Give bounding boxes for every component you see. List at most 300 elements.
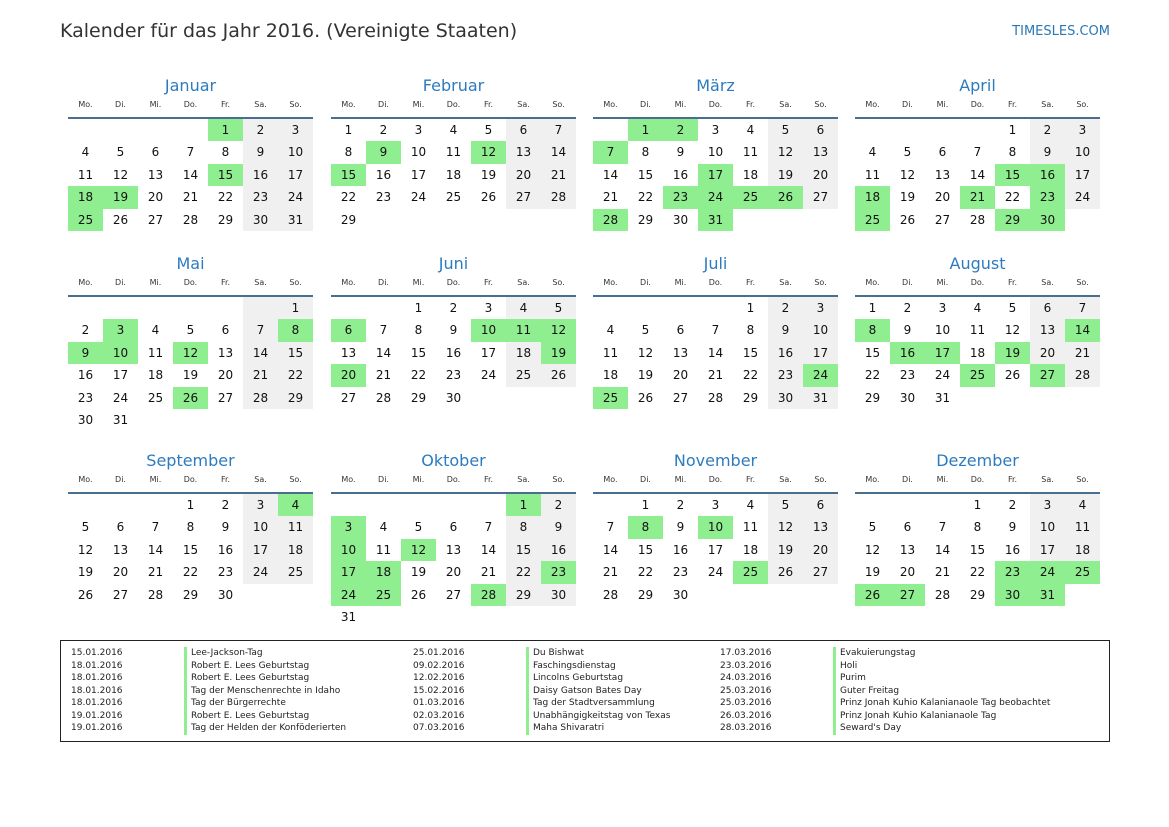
holiday-day-cell: 24 (698, 186, 733, 208)
day-cell: 1 (973, 498, 982, 512)
day-cell: 14 (934, 542, 951, 557)
day-cell: 23 (768, 364, 803, 386)
empty-cell (243, 584, 278, 606)
holiday-day-cell: 14 (1065, 319, 1100, 341)
empty-cell (243, 297, 278, 319)
holiday-day-cell: 31 (698, 209, 733, 231)
weekday-label: Sa. (1041, 278, 1054, 287)
holiday-name: Robert E. Lees Geburtstag (184, 710, 309, 723)
holiday-day-cell: 10 (698, 516, 733, 538)
day-cell: 15 (278, 342, 313, 364)
day-cell: 18 (147, 368, 164, 383)
day-cell: 30 (541, 584, 576, 606)
day-cell: 23 (375, 190, 392, 205)
day-cell: 20 (147, 190, 164, 205)
weekday-label: Di. (378, 278, 389, 287)
day-cell: 1 (746, 301, 755, 315)
day-cell: 24 (1065, 186, 1100, 208)
empty-cell (855, 119, 890, 141)
day-cell: 22 (506, 561, 541, 583)
empty-cell (173, 119, 208, 141)
day-cell: 4 (973, 301, 982, 315)
holiday-day-cell: 1 (208, 119, 243, 141)
weekday-label: Mi. (149, 475, 162, 484)
weekday-label: Di. (640, 475, 651, 484)
day-cell: 16 (1004, 542, 1021, 557)
day-cell: 21 (541, 164, 576, 186)
empty-cell (68, 297, 103, 319)
day-cell: 21 (182, 190, 199, 205)
empty-cell (768, 584, 803, 606)
brand-link[interactable]: TIMESLES.COM (1012, 24, 1110, 39)
day-cell: 12 (77, 542, 94, 557)
holiday-day-cell: 17 (925, 342, 960, 364)
day-cell: 23 (672, 565, 689, 580)
empty-cell (278, 584, 313, 606)
empty-cell (471, 209, 506, 231)
day-cell: 3 (711, 123, 720, 137)
holiday-row (413, 722, 670, 735)
holiday-day-cell: 8 (278, 319, 313, 341)
holiday-name: Prinz Jonah Kuhio Kalanianaole Tag (833, 710, 996, 723)
holiday-day-cell: 28 (471, 584, 506, 606)
weekday-label: So. (289, 278, 302, 287)
holiday-day-cell: 18 (68, 186, 103, 208)
day-cell: 5 (768, 494, 803, 516)
holiday-date: 09.02.2016 (413, 660, 465, 671)
empty-cell (855, 494, 890, 516)
empty-cell (366, 494, 401, 516)
month-8 (68, 450, 313, 606)
day-cell: 10 (934, 323, 951, 338)
day-grid (68, 119, 313, 231)
empty-cell (471, 494, 506, 516)
day-cell: 14 (602, 167, 619, 182)
holiday-date: 25.03.2016 (720, 685, 772, 696)
holiday-day-cell: 25 (1065, 561, 1100, 583)
weekday-label: Di. (115, 278, 126, 287)
day-cell: 27 (147, 212, 164, 227)
day-cell: 3 (803, 297, 838, 319)
holiday-name: Du Bishwat (526, 647, 584, 660)
empty-cell (436, 606, 471, 628)
holiday-day-cell: 19 (995, 342, 1030, 364)
month-5 (331, 253, 576, 409)
holiday-day-cell: 23 (663, 186, 698, 208)
day-cell: 17 (707, 542, 724, 557)
day-cell: 27 (445, 587, 462, 602)
holiday-name: Robert E. Lees Geburtstag (184, 672, 309, 685)
day-cell: 9 (768, 319, 803, 341)
empty-cell (208, 297, 243, 319)
day-cell: 9 (903, 323, 912, 338)
day-cell: 6 (151, 145, 160, 160)
day-cell: 26 (637, 390, 654, 405)
empty-cell (401, 209, 436, 231)
day-cell: 6 (676, 323, 685, 338)
day-cell: 29 (410, 390, 427, 405)
weekday-label: Sa. (779, 100, 792, 109)
empty-cell (401, 606, 436, 628)
weekday-label: Mo. (78, 278, 93, 287)
weekday-label: Mi. (674, 278, 687, 287)
holiday-date: 18.01.2016 (71, 673, 123, 683)
day-cell: 24 (278, 186, 313, 208)
month-7 (855, 253, 1100, 409)
day-cell: 12 (637, 345, 654, 360)
day-cell: 16 (672, 542, 689, 557)
day-cell: 2 (1008, 498, 1017, 512)
empty-cell (331, 297, 366, 319)
weekday-label: So. (552, 278, 565, 287)
day-cell: 13 (672, 345, 689, 360)
holiday-row (71, 722, 346, 735)
day-cell: 12 (768, 516, 803, 538)
day-cell: 16 (375, 167, 392, 182)
day-cell: 29 (742, 390, 759, 405)
day-cell: 14 (480, 542, 497, 557)
day-cell: 6 (903, 520, 912, 535)
holiday-date: 01.03.2016 (413, 698, 465, 708)
holiday-day-cell: 16 (890, 342, 925, 364)
holiday-row (71, 647, 346, 660)
day-cell: 21 (707, 368, 724, 383)
holiday-list (60, 640, 1110, 742)
holiday-day-cell: 1 (506, 494, 541, 516)
day-cell: 1 (641, 498, 650, 512)
day-cell: 17 (112, 368, 129, 383)
holiday-date: 26.03.2016 (720, 710, 772, 721)
month-11 (855, 450, 1100, 606)
empty-cell (541, 606, 576, 628)
weekday-label: Mo. (78, 100, 93, 109)
day-cell: 28 (969, 212, 986, 227)
holiday-day-cell: 17 (331, 561, 366, 583)
day-cell: 14 (969, 167, 986, 182)
weekday-label: Sa. (254, 475, 267, 484)
day-cell: 24 (112, 390, 129, 405)
day-cell: 29 (217, 212, 234, 227)
empty-cell (366, 297, 401, 319)
day-grid (855, 297, 1100, 409)
day-cell: 9 (676, 145, 685, 160)
day-cell: 26 (1004, 368, 1021, 383)
holiday-row (71, 710, 346, 723)
day-grid (593, 119, 838, 231)
weekday-label: Fr. (483, 278, 494, 287)
day-cell: 27 (803, 186, 838, 208)
day-cell: 6 (1030, 297, 1065, 319)
holiday-name: Daisy Gatson Bates Day (526, 685, 642, 698)
day-cell: 21 (480, 565, 497, 580)
empty-cell (278, 409, 313, 431)
holiday-day-cell: 16 (1030, 164, 1065, 186)
day-cell: 17 (278, 164, 313, 186)
holiday-day-cell: 27 (1030, 364, 1065, 386)
holiday-day-cell: 4 (278, 494, 313, 516)
weekday-label: Do. (183, 278, 198, 287)
empty-cell (698, 297, 733, 319)
empty-cell (768, 209, 803, 231)
day-cell: 7 (484, 520, 493, 535)
day-cell: 29 (637, 212, 654, 227)
empty-cell (471, 387, 506, 409)
holiday-day-cell: 24 (331, 584, 366, 606)
empty-cell (366, 209, 401, 231)
holiday-day-cell: 10 (103, 342, 138, 364)
weekday-label: Mo. (865, 100, 880, 109)
day-cell: 10 (410, 145, 427, 160)
month-name: Juli (703, 254, 728, 273)
day-cell: 11 (147, 345, 164, 360)
weekday-label: So. (814, 475, 827, 484)
empty-cell (890, 494, 925, 516)
day-cell: 21 (602, 565, 619, 580)
weekday-label: Sa. (779, 475, 792, 484)
weekday-label: Sa. (517, 278, 530, 287)
day-cell: 18 (969, 345, 986, 360)
weekday-label: Mi. (936, 100, 949, 109)
holiday-row (71, 697, 346, 710)
holiday-row (413, 647, 670, 660)
empty-cell (593, 297, 628, 319)
day-cell: 14 (243, 342, 278, 364)
holiday-day-cell: 8 (855, 319, 890, 341)
day-cell: 23 (243, 186, 278, 208)
day-cell: 18 (1065, 539, 1100, 561)
holiday-day-cell: 25 (733, 561, 768, 583)
day-cell: 11 (602, 345, 619, 360)
day-cell: 7 (243, 319, 278, 341)
holiday-row (413, 685, 670, 698)
weekday-label: Do. (183, 475, 198, 484)
day-cell: 17 (243, 539, 278, 561)
day-cell: 13 (340, 345, 357, 360)
month-name: Dezember (936, 451, 1019, 470)
weekday-header (593, 99, 838, 113)
day-cell: 5 (484, 123, 493, 137)
empty-cell (173, 297, 208, 319)
day-cell: 6 (449, 520, 458, 535)
day-cell: 24 (707, 565, 724, 580)
holiday-day-cell: 10 (471, 319, 506, 341)
holiday-day-cell: 17 (698, 164, 733, 186)
day-cell: 22 (278, 364, 313, 386)
day-cell: 6 (506, 119, 541, 141)
holiday-row (413, 710, 670, 723)
day-cell: 11 (742, 145, 759, 160)
day-cell: 30 (217, 587, 234, 602)
day-cell: 22 (1004, 190, 1021, 205)
day-cell: 5 (186, 323, 195, 338)
day-cell: 4 (868, 145, 877, 160)
day-cell: 1 (344, 123, 353, 137)
empty-cell (593, 494, 628, 516)
day-cell: 7 (379, 323, 388, 338)
weekday-header (855, 99, 1100, 113)
day-cell: 5 (868, 520, 877, 535)
weekday-label: Mo. (341, 475, 356, 484)
day-cell: 28 (934, 587, 951, 602)
day-cell: 29 (182, 587, 199, 602)
holiday-name: Robert E. Lees Geburtstag (184, 660, 309, 673)
holiday-column-2 (413, 647, 670, 735)
holiday-day-cell: 10 (331, 539, 366, 561)
weekday-label: So. (1076, 100, 1089, 109)
day-cell: 16 (77, 368, 94, 383)
day-cell: 9 (221, 520, 230, 535)
day-cell: 27 (803, 561, 838, 583)
day-cell: 4 (746, 498, 755, 512)
weekday-label: Mi. (412, 475, 425, 484)
day-cell: 5 (641, 323, 650, 338)
day-grid (68, 297, 313, 431)
empty-cell (925, 494, 960, 516)
holiday-day-cell: 31 (1030, 584, 1065, 606)
weekday-label: Fr. (483, 475, 494, 484)
day-cell: 3 (243, 494, 278, 516)
day-cell: 8 (221, 145, 230, 160)
holiday-row (71, 672, 346, 685)
day-cell: 14 (707, 345, 724, 360)
day-cell: 30 (768, 387, 803, 409)
holiday-day-cell: 23 (1030, 186, 1065, 208)
weekday-label: Di. (378, 100, 389, 109)
day-cell: 11 (969, 323, 986, 338)
holiday-day-cell: 25 (68, 209, 103, 231)
day-cell: 23 (77, 390, 94, 405)
day-cell: 9 (541, 516, 576, 538)
holiday-name: Evakuierungstag (833, 647, 915, 660)
holiday-day-cell: 19 (541, 342, 576, 364)
day-cell: 15 (182, 542, 199, 557)
holiday-day-cell: 15 (208, 164, 243, 186)
day-cell: 9 (449, 323, 458, 338)
holiday-date: 12.02.2016 (413, 673, 465, 683)
day-cell: 22 (637, 565, 654, 580)
day-cell: 5 (81, 520, 90, 535)
holiday-day-cell: 11 (506, 319, 541, 341)
weekday-label: Mi. (936, 475, 949, 484)
empty-cell (1065, 584, 1100, 606)
day-cell: 28 (1065, 364, 1100, 386)
empty-cell (243, 409, 278, 431)
day-cell: 2 (243, 119, 278, 141)
weekday-header (593, 474, 838, 488)
month-name: November (673, 451, 758, 470)
day-cell: 26 (541, 364, 576, 386)
empty-cell (436, 494, 471, 516)
day-cell: 8 (506, 516, 541, 538)
empty-cell (593, 119, 628, 141)
day-cell: 20 (899, 565, 916, 580)
day-cell: 14 (147, 542, 164, 557)
empty-cell (173, 409, 208, 431)
empty-cell (803, 209, 838, 231)
empty-cell (68, 119, 103, 141)
day-cell: 11 (445, 145, 462, 160)
weekday-label: Di. (902, 278, 913, 287)
weekday-label: Mo. (865, 278, 880, 287)
day-cell: 23 (899, 368, 916, 383)
month-6 (593, 253, 838, 409)
day-cell: 24 (934, 368, 951, 383)
weekday-label: Sa. (517, 100, 530, 109)
holiday-day-cell: 25 (366, 584, 401, 606)
weekday-label: Di. (902, 475, 913, 484)
day-cell: 21 (375, 368, 392, 383)
weekday-header (855, 277, 1100, 291)
weekday-label: Fr. (745, 100, 756, 109)
empty-cell (436, 209, 471, 231)
day-cell: 30 (672, 587, 689, 602)
day-cell: 4 (449, 123, 458, 137)
day-cell: 31 (803, 387, 838, 409)
day-cell: 3 (278, 119, 313, 141)
day-cell: 22 (340, 190, 357, 205)
day-cell: 2 (903, 301, 912, 315)
holiday-day-cell: 25 (733, 186, 768, 208)
holiday-day-cell: 1 (628, 119, 663, 141)
month-4 (68, 253, 313, 431)
day-cell: 13 (217, 345, 234, 360)
day-cell: 16 (243, 164, 278, 186)
day-cell: 16 (768, 342, 803, 364)
day-cell: 29 (864, 390, 881, 405)
day-cell: 20 (445, 565, 462, 580)
day-cell: 13 (803, 516, 838, 538)
day-cell: 15 (637, 167, 654, 182)
day-cell: 26 (77, 587, 94, 602)
day-cell: 28 (602, 587, 619, 602)
day-cell: 18 (278, 539, 313, 561)
day-cell: 30 (672, 212, 689, 227)
holiday-day-cell: 25 (855, 209, 890, 231)
holiday-row (413, 672, 670, 685)
weekday-label: Mo. (865, 475, 880, 484)
holiday-row (720, 660, 1050, 673)
day-cell: 8 (973, 520, 982, 535)
weekday-header (68, 474, 313, 488)
weekday-label: Di. (378, 475, 389, 484)
holiday-name: Maha Shivaratri (526, 722, 604, 735)
empty-cell (366, 606, 401, 628)
day-cell: 2 (449, 301, 458, 315)
day-cell: 19 (182, 368, 199, 383)
day-cell: 11 (77, 167, 94, 182)
holiday-date: 15.01.2016 (71, 648, 123, 658)
weekday-label: Sa. (254, 100, 267, 109)
weekday-label: Fr. (220, 475, 231, 484)
day-cell: 1 (186, 498, 195, 512)
holiday-day-cell: 24 (1030, 561, 1065, 583)
day-cell: 26 (768, 561, 803, 583)
day-cell: 22 (742, 368, 759, 383)
weekday-label: Mi. (412, 100, 425, 109)
day-cell: 2 (676, 498, 685, 512)
day-cell: 20 (803, 164, 838, 186)
weekday-label: Do. (708, 278, 723, 287)
day-grid (68, 494, 313, 606)
day-cell: 11 (278, 516, 313, 538)
day-cell: 22 (969, 565, 986, 580)
day-cell: 5 (1008, 301, 1017, 315)
day-cell: 22 (217, 190, 234, 205)
empty-cell (331, 494, 366, 516)
day-cell: 15 (969, 542, 986, 557)
day-cell: 3 (938, 301, 947, 315)
holiday-name: Holi (833, 660, 857, 673)
